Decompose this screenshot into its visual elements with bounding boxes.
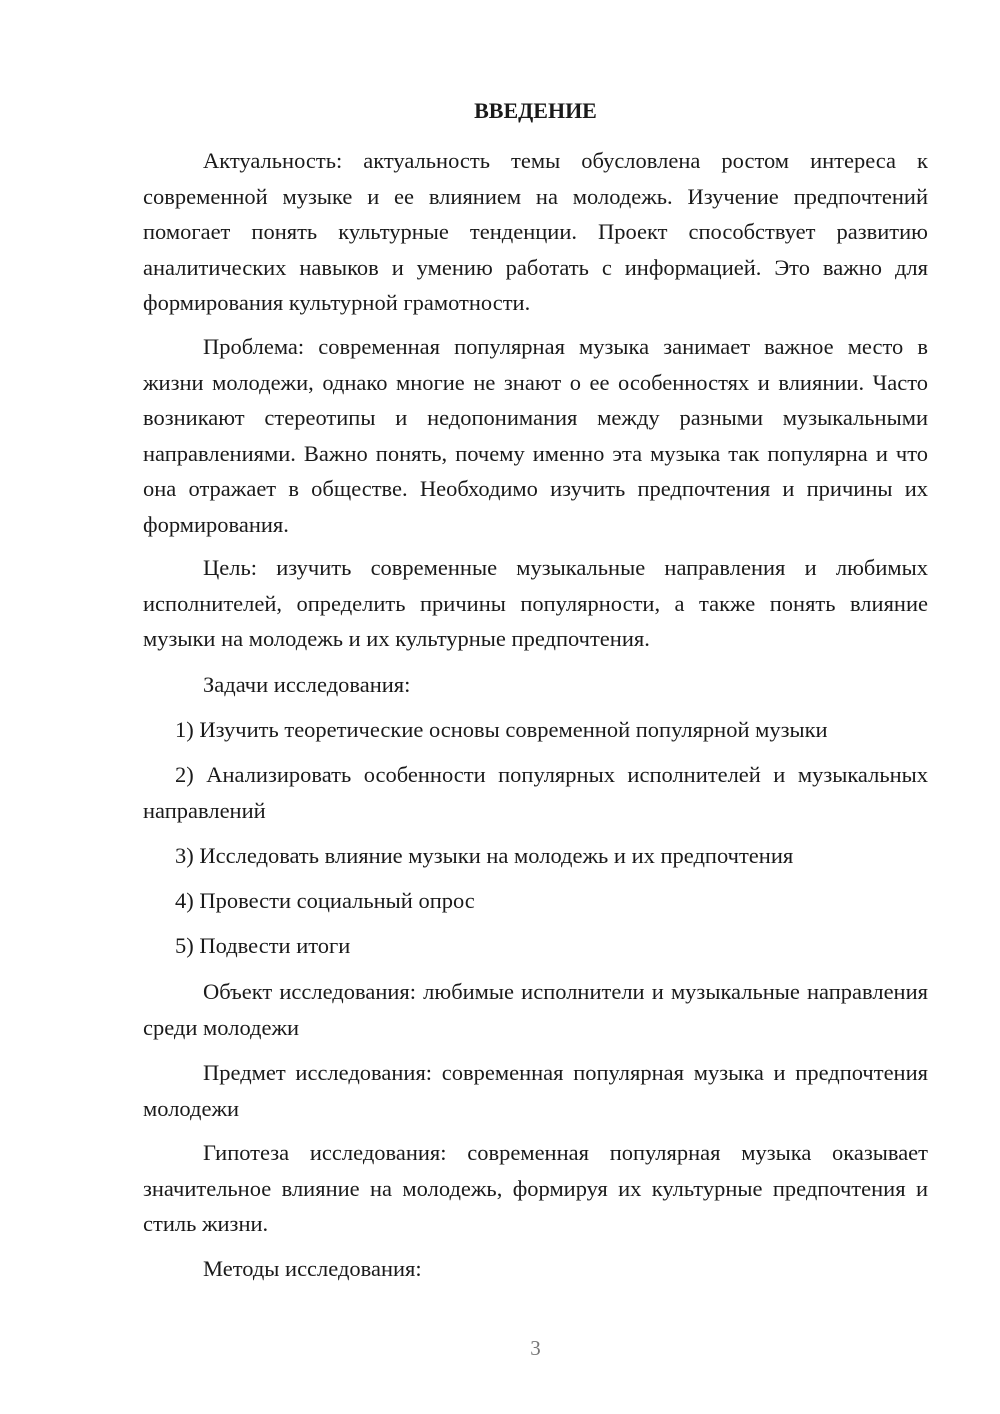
hypothesis-paragraph: Гипотеза исследования: современная популярная музыка оказывает значительное влияние на молодежь, формируя их культурные предпочтения и стиль жизни. [143,1140,928,1236]
task-item-3: 3) Исследовать влияние музыки на молодежь и их предпочтения [175,843,794,868]
subject-paragraph: Предмет исследования: современная популярная музыка и предпочтения молодежи [143,1060,928,1121]
problem-paragraph: Проблема: современная популярная музыка занимает важное место в жизни молодежи, однако многие не знают о ее особенностях и влиянии. Часто возникают стереотипы и недопонимания между разными музыкальными направлениями. Важно понять, почему именно эта музыка так популярна и что она отражает в обществе. Необходимо изучить предпочтения и причины их формирования. [143,334,928,537]
task-item-1: 1) Изучить теоретические основы современной популярной музыки [175,717,828,742]
relevance-paragraph: Актуальность: актуальность темы обусловлена ростом интереса к современной музыке и ее влиянием на молодежь. Изучение предпочтений помогает понять культурные тенденции. Проект способствует развитию аналитических навыков и умению работать с информацией. Это важно для формирования культурной грамотности. [143,148,928,315]
object-paragraph: Объект исследования: любимые исполнители и музыкальные направления среди молодежи [143,979,928,1040]
document-page [143,0,928,1414]
task-item-2: 2) Анализировать особенности популярных исполнителей и музыкальных направлений [143,762,928,823]
task-item-5: 5) Подвести итоги [175,933,351,958]
page-number: 3 [530,1336,541,1360]
tasks-heading: Задачи исследования: [203,672,411,697]
page-title: ВВЕДЕНИЕ [474,98,597,123]
goal-paragraph: Цель: изучить современные музыкальные направления и любимых исполнителей, определить причины популярности, а также понять влияние музыки на молодежь и их культурные предпочтения. [143,555,928,651]
methods-heading: Методы исследования: [203,1256,422,1281]
task-item-4: 4) Провести социальный опрос [175,888,475,913]
